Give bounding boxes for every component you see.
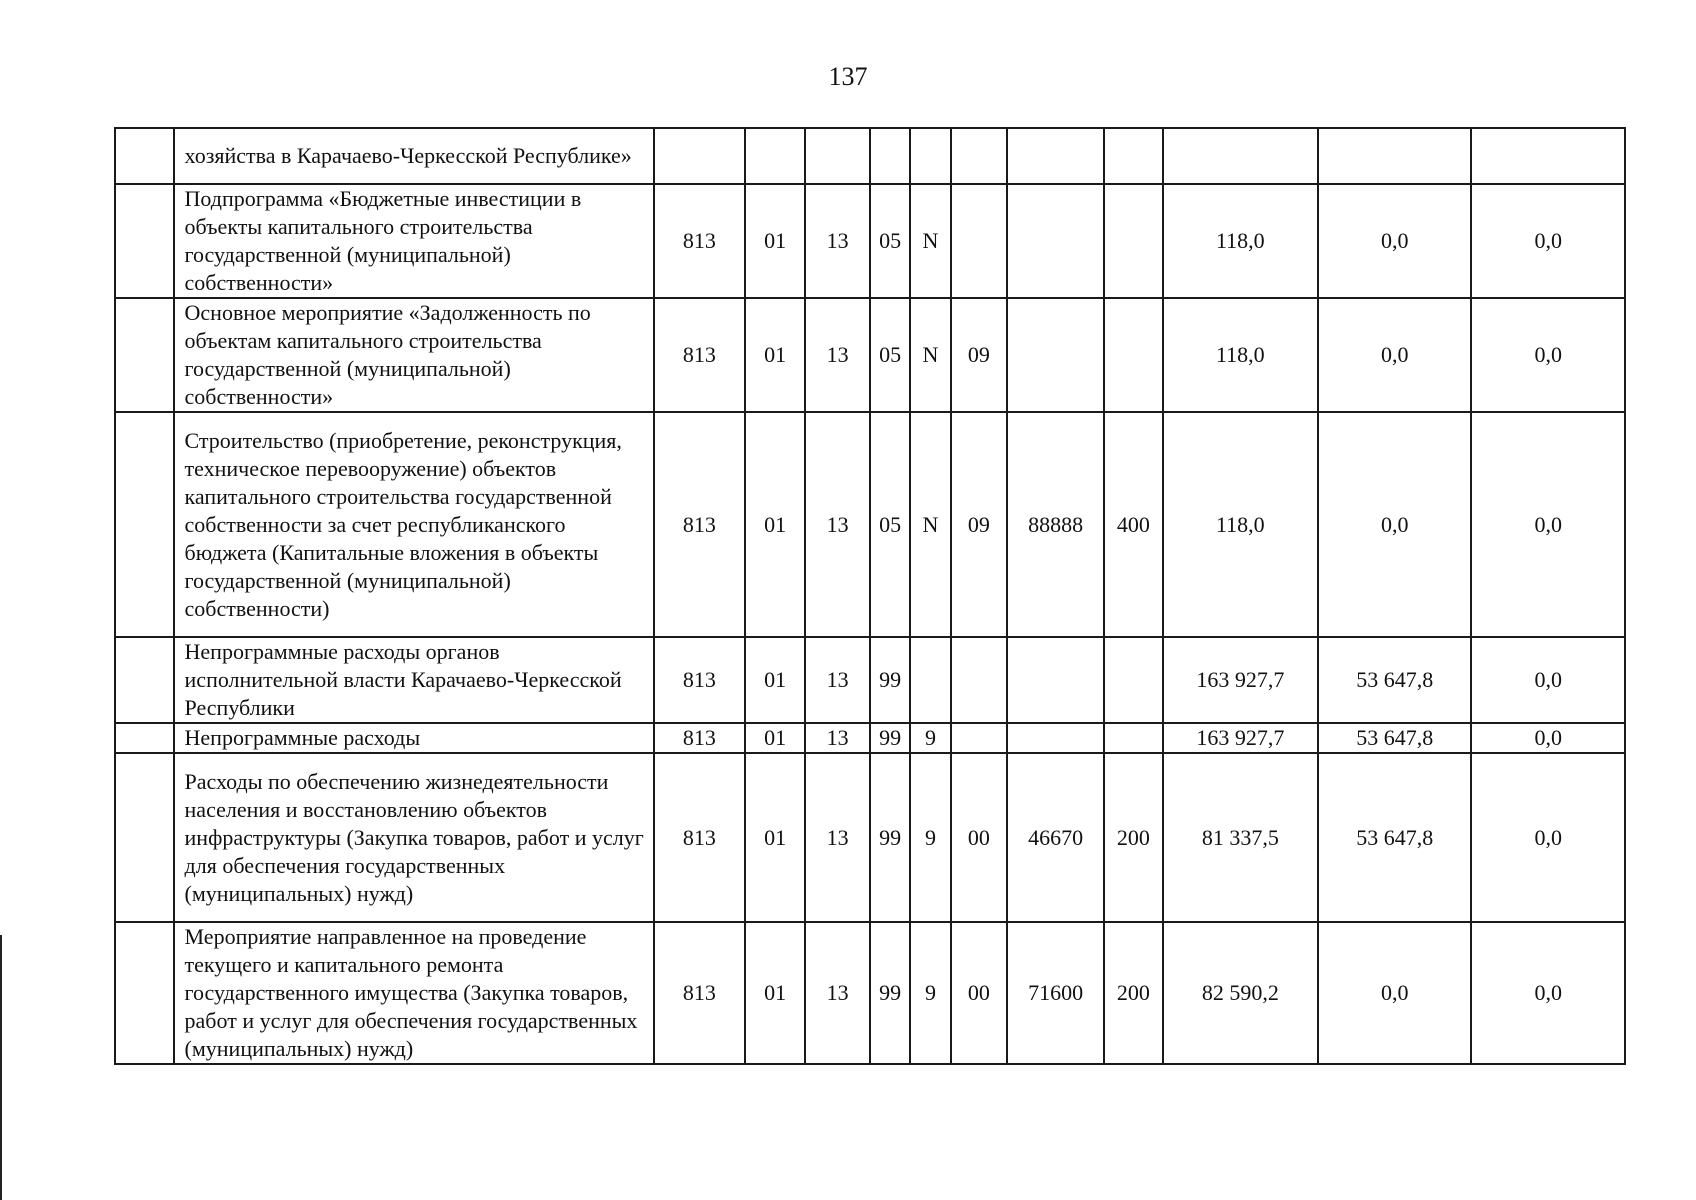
expense-type-cell <box>1104 184 1163 298</box>
table-row <box>115 922 1625 1064</box>
amount-year2-cell: 0,0 <box>1318 298 1471 412</box>
section-code-cell: 01 <box>745 637 806 723</box>
amount-year2-cell: 0,0 <box>1318 922 1471 1064</box>
amount-year1-cell: 118,0 <box>1163 184 1318 298</box>
table-row <box>115 128 1625 184</box>
table-row <box>115 184 1625 298</box>
table-row <box>115 298 1625 412</box>
section-code-cell: 01 <box>745 298 806 412</box>
section-code-cell: 01 <box>745 753 806 922</box>
table-body <box>115 128 1625 1064</box>
amount-year3-cell: 0,0 <box>1471 298 1625 412</box>
table-row <box>115 753 1625 922</box>
activity-code-cell <box>951 637 1008 723</box>
table-row <box>115 723 1625 753</box>
program-code-cell: 99 <box>870 753 910 922</box>
activity-code-cell: 09 <box>951 412 1008 637</box>
program-code-cell <box>870 128 910 184</box>
amount-year3-cell: 0,0 <box>1471 637 1625 723</box>
direction-code-cell <box>1007 298 1104 412</box>
direction-code-cell: 88888 <box>1007 412 1104 637</box>
subsection-code-cell: 13 <box>805 184 870 298</box>
expense-type-cell <box>1104 128 1163 184</box>
amount-year2-cell <box>1318 128 1471 184</box>
program-code-cell: 05 <box>870 184 910 298</box>
subprogram-code-cell <box>910 128 950 184</box>
row-number-cell <box>115 723 174 753</box>
direction-code-cell: 46670 <box>1007 753 1104 922</box>
row-number-cell <box>115 922 174 1064</box>
budget-table <box>114 127 1626 1065</box>
program-code-cell: 05 <box>870 298 910 412</box>
item-name-cell: Расходы по обеспечению жизнедеятельности населения и восстановлению объектов инфраструктуры (Закупка товаров, работ и услуг для обеспечения государственных (муниципальных) нужд) <box>174 753 654 922</box>
amount-year3-cell: 0,0 <box>1471 412 1625 637</box>
ministry-code-cell: 813 <box>654 298 745 412</box>
amount-year1-cell: 118,0 <box>1163 298 1318 412</box>
ministry-code-cell <box>654 128 745 184</box>
section-code-cell: 01 <box>745 723 806 753</box>
amount-year3-cell: 0,0 <box>1471 753 1625 922</box>
activity-code-cell <box>951 184 1008 298</box>
activity-code-cell: 00 <box>951 922 1008 1064</box>
amount-year2-cell: 0,0 <box>1318 184 1471 298</box>
activity-code-cell <box>951 723 1008 753</box>
subprogram-code-cell: 9 <box>910 753 950 922</box>
amount-year1-cell: 163 927,7 <box>1163 637 1318 723</box>
row-number-cell <box>115 128 174 184</box>
expense-type-cell: 200 <box>1104 922 1163 1064</box>
item-name-cell: Основное мероприятие «Задолженность по объектам капитального строительства государственной (муниципальной) собственности» <box>174 298 654 412</box>
subprogram-code-cell: N <box>910 298 950 412</box>
subsection-code-cell: 13 <box>805 922 870 1064</box>
program-code-cell: 99 <box>870 922 910 1064</box>
amount-year2-cell: 53 647,8 <box>1318 723 1471 753</box>
row-number-cell <box>115 298 174 412</box>
ministry-code-cell: 813 <box>654 637 745 723</box>
amount-year1-cell: 118,0 <box>1163 412 1318 637</box>
ministry-code-cell: 813 <box>654 412 745 637</box>
subsection-code-cell <box>805 128 870 184</box>
item-name-cell: хозяйства в Карачаево-Черкесской Республике» <box>174 128 654 184</box>
direction-code-cell <box>1007 637 1104 723</box>
amount-year2-cell: 53 647,8 <box>1318 753 1471 922</box>
subsection-code-cell: 13 <box>805 298 870 412</box>
amount-year3-cell: 0,0 <box>1471 184 1625 298</box>
expense-type-cell: 400 <box>1104 412 1163 637</box>
item-name-cell: Непрограммные расходы <box>174 723 654 753</box>
program-code-cell: 05 <box>870 412 910 637</box>
section-code-cell: 01 <box>745 184 806 298</box>
ministry-code-cell: 813 <box>654 922 745 1064</box>
activity-code-cell: 00 <box>951 753 1008 922</box>
subsection-code-cell: 13 <box>805 723 870 753</box>
item-name-cell: Непрограммные расходы органов исполнительной власти Карачаево-Черкесской Республики <box>174 637 654 723</box>
scan-margin-line <box>0 935 2 1200</box>
section-code-cell: 01 <box>745 922 806 1064</box>
direction-code-cell <box>1007 723 1104 753</box>
amount-year1-cell: 163 927,7 <box>1163 723 1318 753</box>
program-code-cell: 99 <box>870 723 910 753</box>
ministry-code-cell: 813 <box>654 753 745 922</box>
page-number: 137 <box>828 62 868 91</box>
amount-year2-cell: 53 647,8 <box>1318 637 1471 723</box>
table-row <box>115 412 1625 637</box>
amount-year3-cell: 0,0 <box>1471 723 1625 753</box>
expense-type-cell <box>1104 637 1163 723</box>
amount-year2-cell: 0,0 <box>1318 412 1471 637</box>
subprogram-code-cell <box>910 637 950 723</box>
item-name-cell: Мероприятие направленное на проведение текущего и капитального ремонта государственного имущества (Закупка товаров, работ и услуг для обеспечения государственных (муниципальных) нужд) <box>174 922 654 1064</box>
subprogram-code-cell: N <box>910 412 950 637</box>
item-name-cell: Подпрограмма «Бюджетные инвестиции в объекты капитального строительства государственной (муниципальной) собственности» <box>174 184 654 298</box>
direction-code-cell: 71600 <box>1007 922 1104 1064</box>
amount-year3-cell <box>1471 128 1625 184</box>
direction-code-cell <box>1007 128 1104 184</box>
ministry-code-cell: 813 <box>654 723 745 753</box>
amount-year1-cell: 81 337,5 <box>1163 753 1318 922</box>
subsection-code-cell: 13 <box>805 412 870 637</box>
expense-type-cell <box>1104 298 1163 412</box>
section-code-cell <box>745 128 806 184</box>
item-name-cell: Строительство (приобретение, реконструкция, техническое перевооружение) объектов капитального строительства государственной собственности за счет республиканского бюджета (Капитальные вложения в объекты государственной (муниципальной) собственности) <box>174 412 654 637</box>
table-row <box>115 637 1625 723</box>
expense-type-cell: 200 <box>1104 753 1163 922</box>
activity-code-cell: 09 <box>951 298 1008 412</box>
expense-type-cell <box>1104 723 1163 753</box>
amount-year1-cell <box>1163 128 1318 184</box>
ministry-code-cell: 813 <box>654 184 745 298</box>
subprogram-code-cell: 9 <box>910 922 950 1064</box>
row-number-cell <box>115 637 174 723</box>
subsection-code-cell: 13 <box>805 637 870 723</box>
amount-year3-cell: 0,0 <box>1471 922 1625 1064</box>
activity-code-cell <box>951 128 1008 184</box>
direction-code-cell <box>1007 184 1104 298</box>
subprogram-code-cell: N <box>910 184 950 298</box>
section-code-cell: 01 <box>745 412 806 637</box>
row-number-cell <box>115 753 174 922</box>
program-code-cell: 99 <box>870 637 910 723</box>
subprogram-code-cell: 9 <box>910 723 950 753</box>
row-number-cell <box>115 184 174 298</box>
row-number-cell <box>115 412 174 637</box>
amount-year1-cell: 82 590,2 <box>1163 922 1318 1064</box>
subsection-code-cell: 13 <box>805 753 870 922</box>
